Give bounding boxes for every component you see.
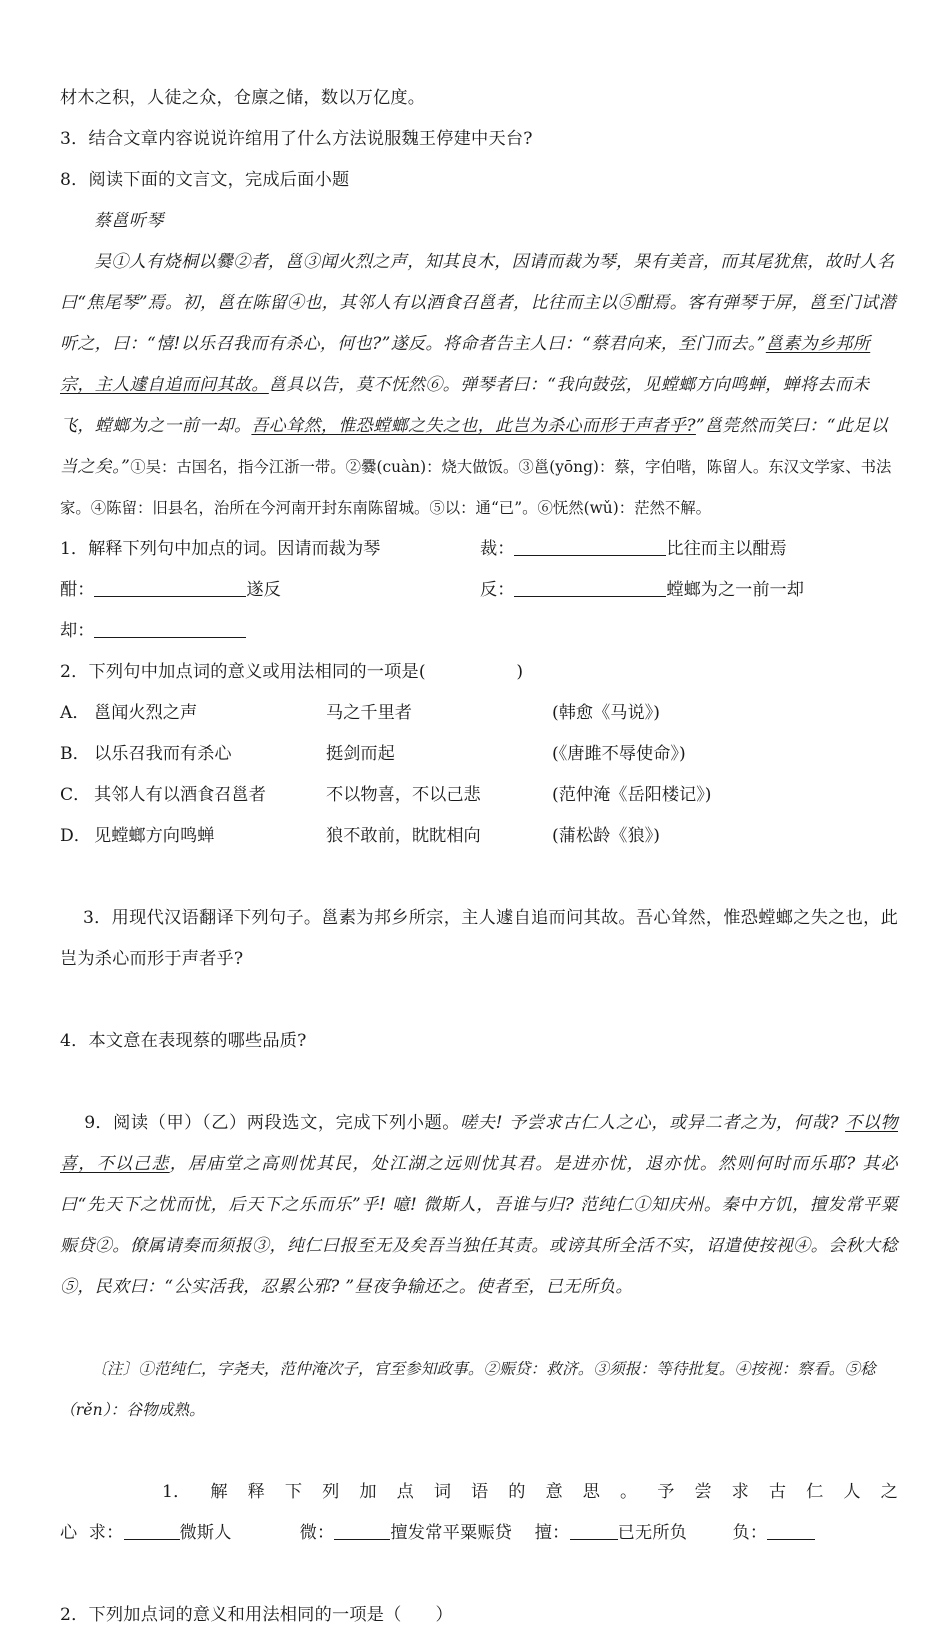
- s9-q1-label-2: 微：: [299, 1523, 335, 1543]
- s9-notes: 〔注〕①范纯仁，字尧夫，范仲淹次子，官至参知政事。②赈贷：救济。③须报：等待批复。④按视：察看。⑤稔（rěn）：谷物成熟。: [60, 1360, 876, 1419]
- s8-q2-option-b-col1: 以乐召我而有杀心: [94, 744, 232, 764]
- s9-q1-number: 1．: [162, 1482, 191, 1502]
- s8-q2-option-d-letter: D．: [60, 826, 91, 846]
- s8-q3: [60, 857, 898, 1021]
- s9-q1-label-1: 求：: [88, 1523, 124, 1543]
- s8-q1-blank-2: [60, 570, 480, 611]
- s9-q1-tail-3: 已无所负: [617, 1523, 688, 1543]
- passage-seg-2: 邕具以告，莫不怃然⑥。弹琴者曰：“我向鼓弦，见螳螂方向鸣蝉，蝉将去而未飞，螳螂为之一前一却。: [60, 375, 870, 436]
- carryover-question: [60, 119, 898, 160]
- s8-q2-option-d-col1: 见螳螂方向鸣蝉: [94, 826, 215, 846]
- s9-q1-input-3[interactable]: [570, 1539, 618, 1540]
- s8-q2-option-a-letter: A．: [60, 703, 90, 723]
- s8-q1-label-3: 反：: [480, 580, 515, 600]
- s8-q2-option-c-letter: C．: [60, 785, 91, 805]
- section9-block: [60, 1062, 898, 1349]
- carryover-line: 材木之积，人徒之众，仓廪之储，数以万亿度。: [60, 88, 426, 108]
- s8-q1-input-4[interactable]: [94, 637, 246, 638]
- s8-q2-option-c[interactable]: [60, 775, 898, 816]
- s8-q1-number: 1．: [60, 539, 89, 559]
- s8-q2-option-d-col3: (蒲松龄《狼》): [552, 826, 660, 846]
- s8-q2-stem: [60, 652, 898, 693]
- passage-body-caiyong: [60, 242, 898, 529]
- passage-underline-2: 吾心耸然，惟恐螳螂之失之也，此岂为杀心而形于声者乎?: [251, 416, 696, 436]
- s8-q1-line-3: [60, 611, 898, 652]
- s8-q2-option-c-col3: (范仲淹《岳阳楼记》): [552, 785, 712, 805]
- s8-q4-number: 4．: [60, 1031, 89, 1051]
- s8-q1-label-4: 却：: [60, 621, 95, 641]
- s9-q2: [60, 1595, 898, 1636]
- s8-q2-option-a-col2: 马之千里者: [326, 703, 412, 723]
- s9-q1-tail-1: 微斯人: [179, 1523, 232, 1543]
- s8-q2-option-b[interactable]: [60, 734, 898, 775]
- s8-q1-input-3[interactable]: [514, 596, 666, 597]
- passage-underline-1: 邕素为乡邦所宗，主人遽自追而问其故。: [60, 334, 871, 395]
- s8-q2-option-b-letter: B．: [60, 744, 90, 764]
- s8-q1-input-1[interactable]: [514, 555, 666, 556]
- s9-q2-number: 2．: [60, 1605, 89, 1625]
- s8-q2-option-c-col2: 不以物喜，不以己悲: [326, 785, 481, 805]
- s9-q1: [60, 1431, 898, 1595]
- passage-title-caiyong: 蔡邕听琴: [94, 211, 164, 231]
- s9-q1-label-4: 负：: [732, 1523, 768, 1543]
- s8-q1-blank-1: [480, 529, 898, 570]
- s8-q1-stem-text: 解释下列句中加点的词。因请而裁为琴: [88, 539, 381, 559]
- s9-q2-text: 下列加点词的意义和用法相同的一项是（ ）: [88, 1605, 453, 1625]
- s9-passage-seg-1: 嗟夫! 予尝求古仁人之心，或异二者之为，何哉?: [460, 1113, 846, 1133]
- s8-q1-stem: [60, 529, 480, 570]
- passage-seg-3: ”邕莞然而笑曰：“此足以当之矣。”: [60, 416, 889, 477]
- s8-q2-option-a-col1: 邕闻火烈之声: [94, 703, 198, 723]
- s8-q1-line-1: [60, 529, 898, 570]
- s9-q1-stem: 解释下列加点词语的意思。予尝求古仁人之心: [60, 1482, 898, 1543]
- s8-q2-option-d-col2: 狼不敢前，眈眈相向: [326, 826, 481, 846]
- passage-seg-1: 吴①人有烧桐以爨②者，邕③闻火烈之声，知其良木，因请而裁为琴，果有美音，而其尾犹焦，故时人名曰“焦尾琴”焉。初，邕在陈留④也，其邻人有以酒食召邕者，比往而主以⑤酣焉。客有弹琴于屏，邕至门试潜听之，曰：“憘!以乐召我而有杀心，何也?”遂反。将命者告主人曰：“蔡君向来，至门而去。”: [60, 252, 896, 354]
- s8-q4: [60, 1021, 898, 1062]
- s8-q1-tail-3: 螳螂为之一前一却: [666, 580, 804, 600]
- section8-stem: [60, 160, 898, 201]
- carryover-question-number: 3．: [60, 129, 89, 149]
- carryover-question-text: 结合文章内容说说许绾用了什么方法说服魏王停建中天台?: [88, 129, 533, 149]
- s8-q1-input-2[interactable]: [94, 596, 246, 597]
- s8-q1-blank-3: [480, 570, 898, 611]
- s8-q3-text: 用现代汉语翻译下列句子。邕素为邦乡所宗，主人遽自追而问其故。吾心耸然，惟恐螳螂之失之也，此岂为杀心而形于声者乎?: [60, 908, 898, 969]
- s8-q1-label-1: 裁：: [480, 539, 515, 559]
- s8-q2-stem-text: 下列句中加点词的意义或用法相同的一项是( ): [88, 662, 524, 682]
- s8-q3-number: 3．: [83, 908, 112, 928]
- section8-number: 8．: [60, 170, 89, 190]
- section8-stem-text: 阅读下面的文言文，完成后面小题: [88, 170, 350, 190]
- s8-q2-number: 2．: [60, 662, 89, 682]
- s9-q1-input-2[interactable]: [334, 1539, 390, 1540]
- section9-number: 9．: [84, 1113, 113, 1133]
- s9-q1-tail-2: 擅发常平粟赈贷: [390, 1523, 513, 1543]
- s9-q1-input-1[interactable]: [124, 1539, 180, 1540]
- section9-stem: 阅读（甲）（乙）两段选文，完成下列小题。: [112, 1113, 461, 1133]
- passage-notes-caiyong: ①吴：古国名，指今江浙一带。②爨(cuàn)：烧大做饭。③邕(yōng)：蔡，字伯喈，陈留人。东汉文学家、书法家。④陈留：旧县名，治所在今河南开封东南陈留城。⑤以：通“已”。⑥怃然(wǔ)：茫然不解。: [60, 458, 892, 517]
- s8-q1-label-2: 酣：: [60, 580, 95, 600]
- s9-passage-underline-1: 不以物喜，不以己悲: [60, 1113, 899, 1174]
- s8-q1-spacer: [480, 611, 898, 652]
- s8-q2-option-c-col1: 其邻人有以酒食召邕者: [94, 785, 266, 805]
- s8-q1-tail-2: 遂反: [246, 580, 281, 600]
- s8-q4-text: 本文意在表现蔡的哪些品质?: [88, 1031, 307, 1051]
- s8-q1-tail-1: 比往而主以酣焉: [666, 539, 787, 559]
- s8-q2-option-a-col3: (韩愈《马说》): [552, 703, 660, 723]
- s9-q1-label-3: 擅：: [534, 1523, 570, 1543]
- s8-q1-line-2: [60, 570, 898, 611]
- s8-q2-option-a[interactable]: [60, 693, 898, 734]
- s8-q2-option-b-col3: (《唐雎不辱使命》): [552, 744, 686, 764]
- s8-q2-option-b-col2: 挺剑而起: [326, 744, 395, 764]
- s8-q2-option-d[interactable]: [60, 816, 898, 857]
- s8-q1-blank-4: [60, 611, 480, 652]
- s9-passage-seg-2: ，居庙堂之高则忧其民，处江湖之远则忧其君。是进亦忧，退亦忧。然则何时而乐耶? 其必曰“先天下之忧而忧，后天下之乐而乐”乎! 噫! 微斯人，吾谁与归? 范纯仁①知庆州。秦中方饥，擅发常平粟赈贷②。僚属请奏而须报③，纯仁曰报至无及矣吾当独任其责。或谤其所全活不实，诏遣使按视④。会秋大稔⑤，民欢曰：“公实活我，忍累公邪? ”昼夜争输还之。使者至，已无所负。: [60, 1154, 899, 1297]
- s9-q1-input-4[interactable]: [767, 1539, 815, 1540]
